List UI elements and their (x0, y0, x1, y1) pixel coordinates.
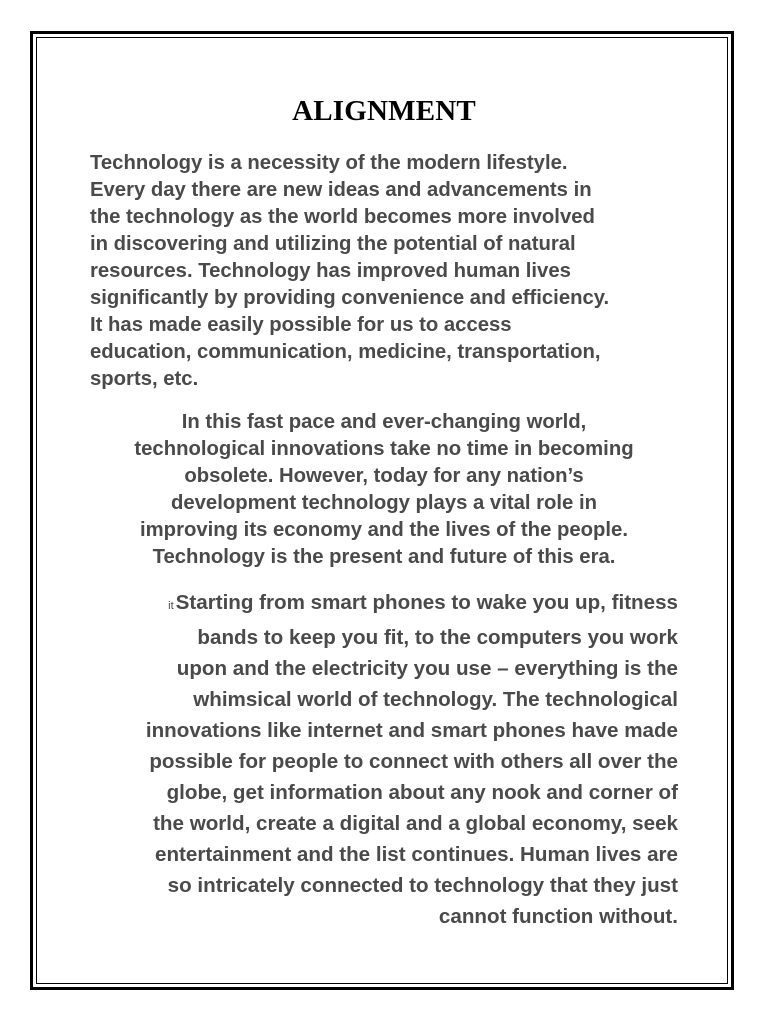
paragraph-line: technological innovations take no time in becoming (134, 438, 634, 460)
paragraph-line: improving its economy and the lives of the people. (140, 519, 628, 541)
paragraph-line: globe, get information about any nook and corner of (166, 781, 678, 804)
paragraph-line: It has made easily possible for us to access (90, 314, 512, 336)
paragraph-line: the world, create a digital and a global economy, seek (153, 812, 678, 835)
paragraph-line: so intricately connected to technology that they just (167, 874, 678, 897)
paragraph-prefix: it (168, 600, 174, 612)
paragraph-line-text: Starting from smart phones to wake you up, fitness (175, 591, 678, 614)
paragraph-line: education, communication, medicine, transportation, (90, 341, 601, 363)
paragraph-left-aligned (90, 150, 680, 393)
paragraph-line: upon and the electricity you use – everything is the (176, 657, 678, 680)
paragraph-line: Technology is a necessity of the modern lifestyle. (90, 152, 568, 174)
paragraph-line: bands to keep you fit, to the computers you work (197, 626, 678, 649)
document-title: ALIGNMENT (292, 95, 476, 127)
paragraph-line: possible for people to connect with others all over the (149, 750, 678, 773)
paragraph-line: resources. Technology has improved human lives (90, 260, 571, 282)
paragraph-line: sports, etc. (90, 368, 199, 390)
paragraph-line: Technology is the present and future of this era. (152, 546, 616, 568)
paragraph-line: significantly by providing convenience and efficiency. (90, 287, 610, 309)
paragraph-first-line (90, 587, 678, 622)
paragraph-right-aligned (90, 587, 678, 932)
paragraph-line: in discovering and utilizing the potential of natural (90, 233, 576, 255)
paragraph-line: entertainment and the list continues. Human lives are (155, 843, 678, 866)
paragraph-line: whimsical world of technology. The technological (193, 688, 678, 711)
paragraph-center-aligned (90, 409, 678, 571)
paragraph-line: the technology as the world becomes more involved (90, 206, 595, 228)
paragraph-line: cannot function without. (438, 905, 678, 928)
paragraph-line: innovations like internet and smart phones have made (145, 719, 678, 742)
paragraph-line: development technology plays a vital role in (170, 492, 597, 514)
paragraph-line: obsolete. However, today for any nation’s (184, 465, 584, 487)
paragraph-line: Every day there are new ideas and advancements in (90, 179, 592, 201)
paragraph-line: In this fast pace and ever-changing world, (181, 411, 587, 433)
